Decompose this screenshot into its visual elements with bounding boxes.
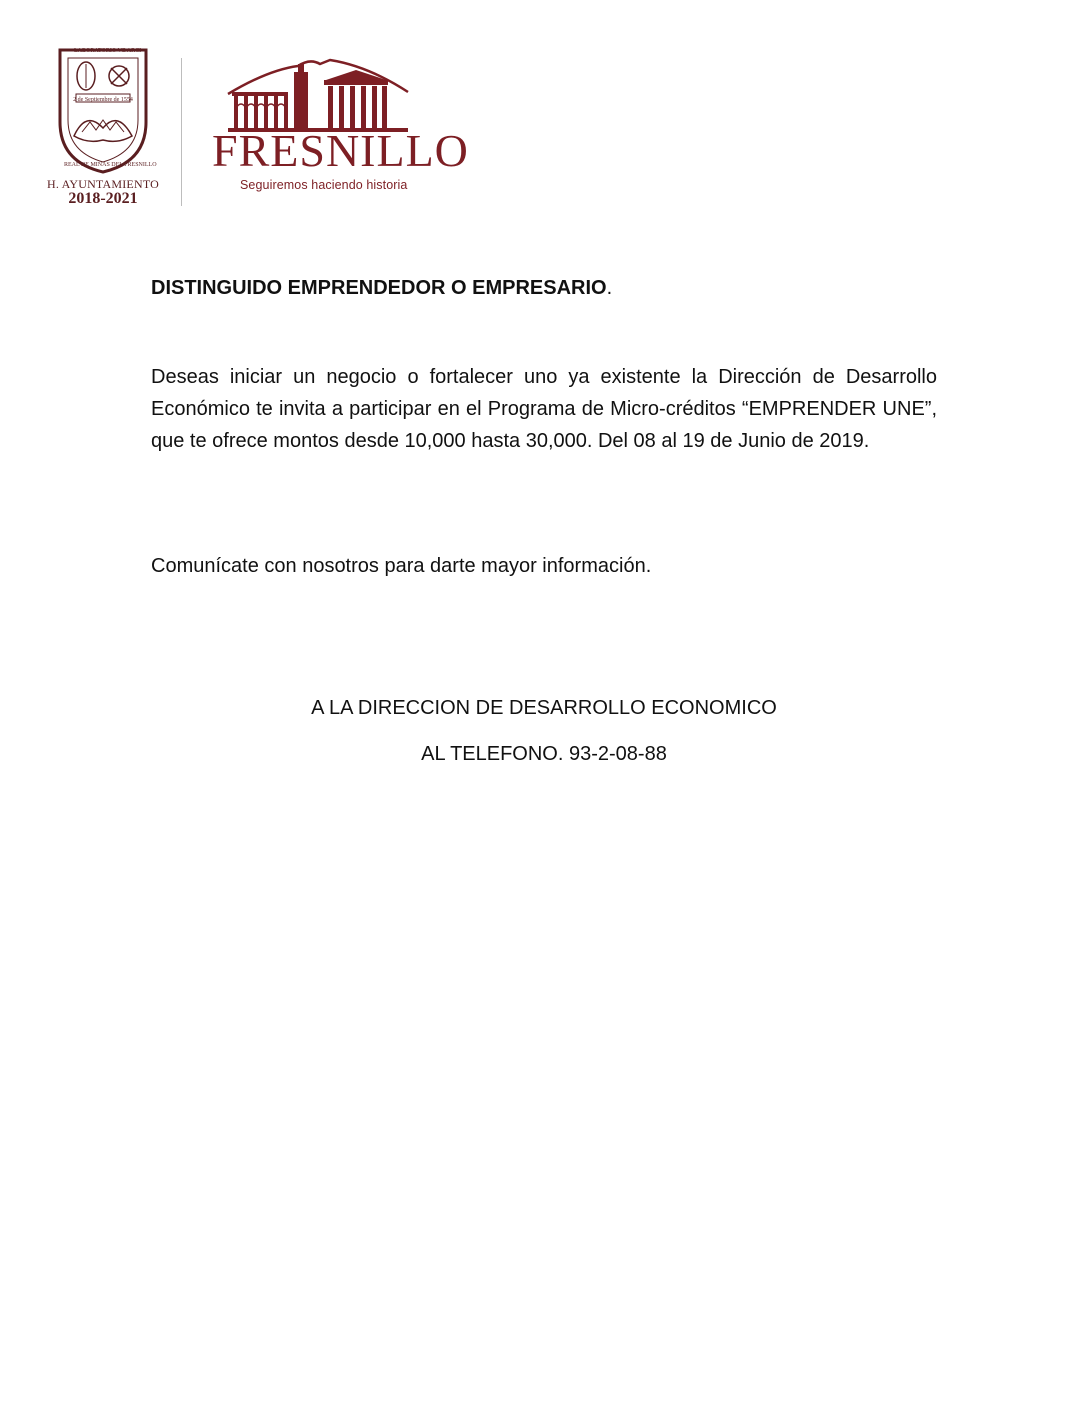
letterhead bbox=[0, 0, 1088, 230]
fresnillo-slogan: Seguiremos haciendo historia bbox=[240, 178, 408, 192]
fresnillo-arches-icon bbox=[228, 52, 408, 134]
invitation-paragraph: Deseas iniciar un negocio o fortalecer uno ya existente la Dirección de Desarrollo Económico te invita a participar en el Programa de Micro-créditos “EMPRENDER UNE”, que te ofrece montos desde 10,000 hasta 30,000. Del 08 al 19 de Junio de 2019. bbox=[151, 366, 937, 452]
salutation-text: DISTINGUIDO EMPRENDEDOR O EMPRESARIO bbox=[151, 277, 607, 299]
seal-shield-icon bbox=[56, 44, 157, 174]
seal-caption-ayuntamiento: H. AYUNTAMIENTO bbox=[46, 177, 160, 191]
header-divider bbox=[181, 58, 182, 206]
seal-inscription-date: 2 de Septiembre de 1554 bbox=[73, 97, 133, 103]
contact-sentence: Comunícate con nosotros para darte mayor información. bbox=[151, 555, 652, 577]
seal-caption-period: 2018-2021 bbox=[68, 190, 138, 207]
seal-inscription-top: LABORATORIO VE ARCI bbox=[74, 48, 142, 54]
department-line: A LA DIRECCION DE DESARROLLO ECONOMICO bbox=[311, 697, 777, 719]
salutation bbox=[151, 277, 612, 300]
salutation-period: . bbox=[606, 277, 613, 299]
phone-line: AL TELEFONO. 93-2-08-88 bbox=[421, 743, 667, 765]
seal-inscription-bottom: REAL DE MINAS DEL FRESNILLO bbox=[64, 162, 157, 168]
fresnillo-wordmark: FRESNILLO bbox=[212, 125, 469, 176]
